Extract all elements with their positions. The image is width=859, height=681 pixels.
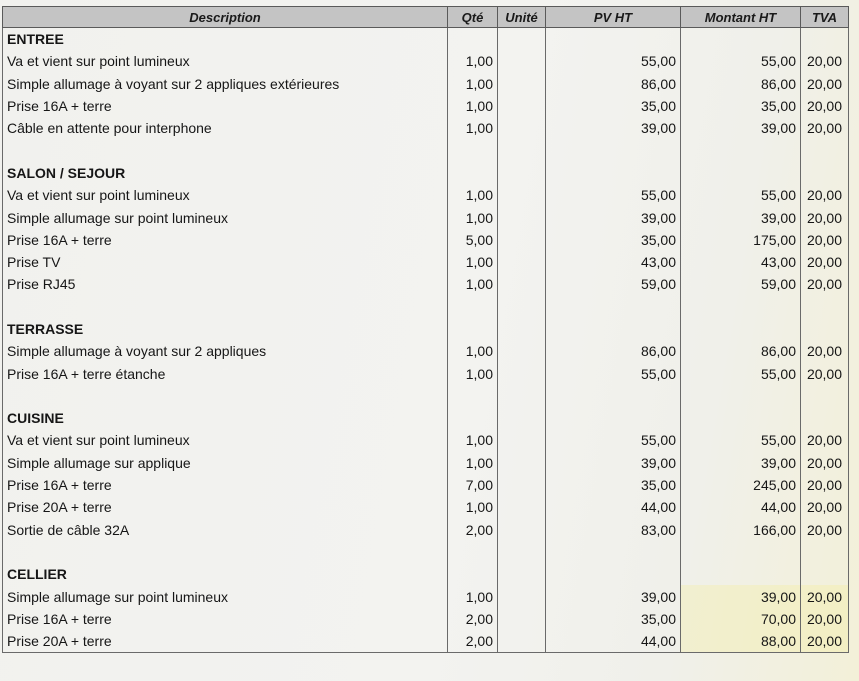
cell-description: Prise 20A + terre (3, 630, 448, 653)
cell-tva: 20,00 (801, 474, 849, 496)
cell-tva: 20,00 (801, 251, 849, 273)
spacer-row (3, 385, 849, 407)
cell-description: Prise 16A + terre (3, 229, 448, 251)
cell-qte: 1,00 (448, 273, 498, 295)
cell-montant-ht (681, 407, 801, 429)
cell-description (3, 385, 448, 407)
cell-pv-ht: 39,00 (546, 585, 681, 607)
quote-table (2, 6, 849, 653)
table-row (3, 184, 849, 206)
cell-pv-ht (546, 541, 681, 563)
header-row (3, 7, 849, 28)
cell-pv-ht: 35,00 (546, 474, 681, 496)
section-title: CELLIER (3, 563, 448, 585)
cell-montant-ht (681, 385, 801, 407)
cell-unite (498, 452, 546, 474)
cell-tva: 20,00 (801, 50, 849, 72)
cell-tva (801, 541, 849, 563)
cell-qte: 1,00 (448, 340, 498, 362)
table-row (3, 585, 849, 607)
cell-montant-ht: 55,00 (681, 429, 801, 451)
cell-pv-ht: 39,00 (546, 206, 681, 228)
cell-tva: 20,00 (801, 95, 849, 117)
cell-montant-ht: 39,00 (681, 206, 801, 228)
section-row (3, 318, 849, 340)
cell-tva (801, 385, 849, 407)
cell-unite (498, 385, 546, 407)
spacer-row (3, 139, 849, 161)
cell-montant-ht: 43,00 (681, 251, 801, 273)
cell-unite (498, 585, 546, 607)
cell-description: Prise 16A + terre (3, 608, 448, 630)
cell-tva: 20,00 (801, 184, 849, 206)
cell-unite (498, 474, 546, 496)
cell-tva: 20,00 (801, 608, 849, 630)
cell-tva: 20,00 (801, 206, 849, 228)
cell-description: Simple allumage sur point lumineux (3, 585, 448, 607)
cell-unite (498, 630, 546, 653)
cell-pv-ht (546, 296, 681, 318)
section-title: CUISINE (3, 407, 448, 429)
cell-unite (498, 95, 546, 117)
cell-unite (498, 273, 546, 295)
cell-tva: 20,00 (801, 630, 849, 653)
cell-tva (801, 139, 849, 161)
cell-qte: 5,00 (448, 229, 498, 251)
table-row (3, 429, 849, 451)
cell-montant-ht: 175,00 (681, 229, 801, 251)
cell-qte: 1,00 (448, 73, 498, 95)
header-tva: TVA (801, 7, 849, 28)
cell-tva: 20,00 (801, 229, 849, 251)
cell-tva: 20,00 (801, 362, 849, 384)
cell-qte: 2,00 (448, 630, 498, 653)
cell-pv-ht: 35,00 (546, 229, 681, 251)
section-row (3, 28, 849, 51)
cell-description: Prise RJ45 (3, 273, 448, 295)
table-row (3, 340, 849, 362)
cell-qte: 1,00 (448, 251, 498, 273)
section-row (3, 563, 849, 585)
cell-description: Sortie de câble 32A (3, 519, 448, 541)
cell-description: Prise TV (3, 251, 448, 273)
cell-montant-ht (681, 541, 801, 563)
cell-pv-ht (546, 385, 681, 407)
cell-unite (498, 429, 546, 451)
table-row (3, 73, 849, 95)
table-row (3, 117, 849, 139)
section-row (3, 162, 849, 184)
cell-pv-ht: 35,00 (546, 608, 681, 630)
cell-tva: 20,00 (801, 117, 849, 139)
cell-qte: 1,00 (448, 95, 498, 117)
table-row (3, 519, 849, 541)
spacer-row (3, 296, 849, 318)
cell-unite (498, 496, 546, 518)
table-row (3, 474, 849, 496)
cell-description: Prise 16A + terre (3, 474, 448, 496)
cell-pv-ht (546, 162, 681, 184)
cell-description: Simple allumage à voyant sur 2 appliques extérieures (3, 73, 448, 95)
cell-description (3, 139, 448, 161)
section-title: SALON / SEJOUR (3, 162, 448, 184)
cell-montant-ht: 39,00 (681, 585, 801, 607)
table-row (3, 273, 849, 295)
cell-montant-ht: 55,00 (681, 362, 801, 384)
cell-qte: 1,00 (448, 496, 498, 518)
cell-unite (498, 541, 546, 563)
cell-tva (801, 563, 849, 585)
cell-pv-ht: 55,00 (546, 184, 681, 206)
table-row (3, 452, 849, 474)
cell-montant-ht (681, 139, 801, 161)
cell-qte (448, 318, 498, 340)
cell-unite (498, 229, 546, 251)
cell-description: Prise 16A + terre étanche (3, 362, 448, 384)
header-unite: Unité (498, 7, 546, 28)
cell-description (3, 541, 448, 563)
cell-qte: 1,00 (448, 452, 498, 474)
cell-unite (498, 296, 546, 318)
cell-montant-ht: 245,00 (681, 474, 801, 496)
cell-pv-ht (546, 407, 681, 429)
cell-unite (498, 519, 546, 541)
cell-pv-ht (546, 139, 681, 161)
cell-tva: 20,00 (801, 73, 849, 95)
cell-montant-ht: 86,00 (681, 340, 801, 362)
cell-qte (448, 541, 498, 563)
cell-pv-ht: 86,00 (546, 340, 681, 362)
cell-montant-ht (681, 318, 801, 340)
cell-qte (448, 296, 498, 318)
cell-qte: 7,00 (448, 474, 498, 496)
section-title: TERRASSE (3, 318, 448, 340)
table-row (3, 229, 849, 251)
cell-description: Prise 20A + terre (3, 496, 448, 518)
cell-unite (498, 340, 546, 362)
cell-tva: 20,00 (801, 429, 849, 451)
cell-description (3, 296, 448, 318)
cell-unite (498, 362, 546, 384)
header-description: Description (3, 7, 448, 28)
cell-tva: 20,00 (801, 519, 849, 541)
cell-qte: 1,00 (448, 429, 498, 451)
cell-qte (448, 385, 498, 407)
cell-tva: 20,00 (801, 452, 849, 474)
cell-qte (448, 162, 498, 184)
cell-unite (498, 184, 546, 206)
cell-qte: 1,00 (448, 206, 498, 228)
cell-montant-ht: 55,00 (681, 184, 801, 206)
cell-tva (801, 318, 849, 340)
cell-qte (448, 563, 498, 585)
cell-montant-ht: 59,00 (681, 273, 801, 295)
cell-unite (498, 251, 546, 273)
cell-tva (801, 162, 849, 184)
cell-unite (498, 28, 546, 51)
table-row (3, 630, 849, 653)
cell-description: Va et vient sur point lumineux (3, 429, 448, 451)
cell-qte (448, 28, 498, 51)
table-header (3, 7, 849, 28)
cell-pv-ht: 55,00 (546, 362, 681, 384)
section-row (3, 407, 849, 429)
cell-montant-ht: 70,00 (681, 608, 801, 630)
cell-unite (498, 206, 546, 228)
cell-montant-ht: 35,00 (681, 95, 801, 117)
cell-montant-ht: 86,00 (681, 73, 801, 95)
cell-pv-ht: 55,00 (546, 50, 681, 72)
cell-tva: 20,00 (801, 340, 849, 362)
cell-pv-ht: 83,00 (546, 519, 681, 541)
cell-unite (498, 318, 546, 340)
cell-qte (448, 139, 498, 161)
cell-description: Va et vient sur point lumineux (3, 50, 448, 72)
cell-description: Va et vient sur point lumineux (3, 184, 448, 206)
cell-montant-ht: 88,00 (681, 630, 801, 653)
header-pv-ht: PV HT (546, 7, 681, 28)
cell-unite (498, 73, 546, 95)
cell-montant-ht (681, 162, 801, 184)
cell-description: Simple allumage sur applique (3, 452, 448, 474)
cell-unite (498, 162, 546, 184)
cell-tva: 20,00 (801, 585, 849, 607)
cell-unite (498, 563, 546, 585)
cell-pv-ht: 59,00 (546, 273, 681, 295)
cell-pv-ht: 39,00 (546, 452, 681, 474)
cell-pv-ht: 44,00 (546, 496, 681, 518)
cell-pv-ht (546, 563, 681, 585)
table-row (3, 206, 849, 228)
cell-description: Prise 16A + terre (3, 95, 448, 117)
cell-description: Simple allumage à voyant sur 2 appliques (3, 340, 448, 362)
cell-description: Simple allumage sur point lumineux (3, 206, 448, 228)
cell-montant-ht: 166,00 (681, 519, 801, 541)
cell-qte: 1,00 (448, 50, 498, 72)
table-row (3, 608, 849, 630)
cell-qte: 1,00 (448, 184, 498, 206)
spacer-row (3, 541, 849, 563)
cell-montant-ht (681, 28, 801, 51)
cell-pv-ht (546, 318, 681, 340)
section-title: ENTREE (3, 28, 448, 51)
table-row (3, 95, 849, 117)
cell-pv-ht: 55,00 (546, 429, 681, 451)
cell-pv-ht: 39,00 (546, 117, 681, 139)
cell-tva: 20,00 (801, 273, 849, 295)
table-row (3, 50, 849, 72)
cell-montant-ht: 55,00 (681, 50, 801, 72)
table-row (3, 496, 849, 518)
cell-montant-ht: 44,00 (681, 496, 801, 518)
cell-unite (498, 608, 546, 630)
table-body (3, 28, 849, 653)
cell-pv-ht (546, 28, 681, 51)
cell-qte: 2,00 (448, 519, 498, 541)
cell-unite (498, 407, 546, 429)
cell-pv-ht: 43,00 (546, 251, 681, 273)
cell-montant-ht: 39,00 (681, 117, 801, 139)
cell-unite (498, 50, 546, 72)
cell-qte: 1,00 (448, 362, 498, 384)
cell-pv-ht: 44,00 (546, 630, 681, 653)
table-row (3, 251, 849, 273)
cell-qte: 1,00 (448, 585, 498, 607)
cell-tva (801, 28, 849, 51)
cell-pv-ht: 35,00 (546, 95, 681, 117)
cell-tva (801, 407, 849, 429)
cell-qte (448, 407, 498, 429)
header-qte: Qté (448, 7, 498, 28)
cell-montant-ht (681, 296, 801, 318)
cell-qte: 1,00 (448, 117, 498, 139)
cell-tva (801, 296, 849, 318)
table-row (3, 362, 849, 384)
cell-pv-ht: 86,00 (546, 73, 681, 95)
cell-qte: 2,00 (448, 608, 498, 630)
cell-montant-ht: 39,00 (681, 452, 801, 474)
cell-unite (498, 139, 546, 161)
cell-description: Câble en attente pour interphone (3, 117, 448, 139)
cell-unite (498, 117, 546, 139)
cell-montant-ht (681, 563, 801, 585)
cell-tva: 20,00 (801, 496, 849, 518)
header-montant-ht: Montant HT (681, 7, 801, 28)
